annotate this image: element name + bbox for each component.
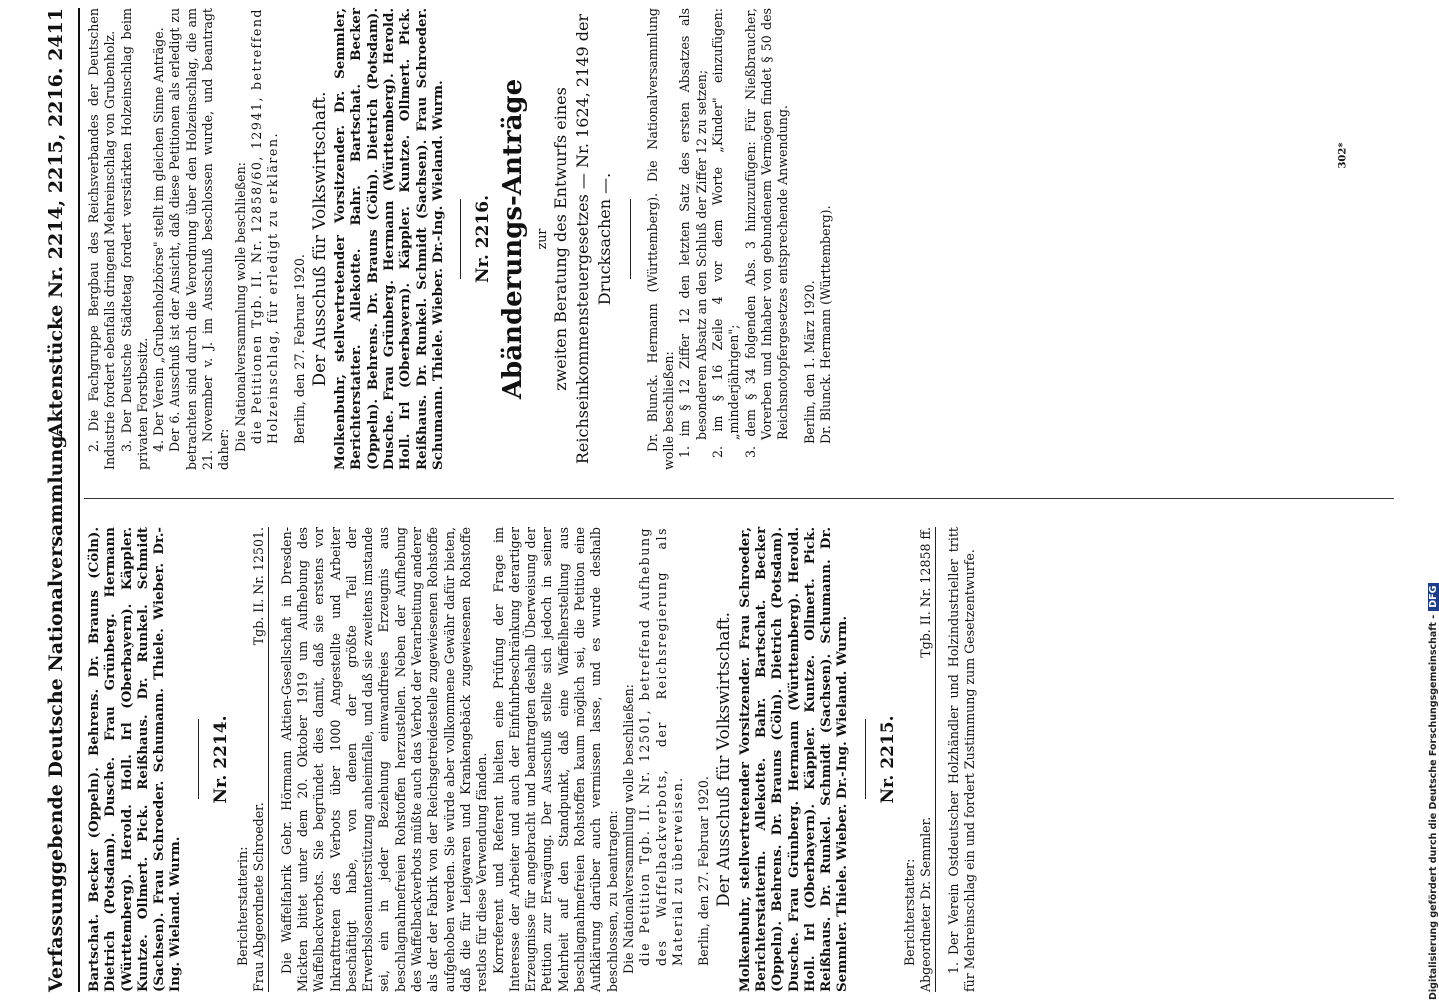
section-divider: [630, 199, 631, 279]
column-separator: [84, 498, 1394, 499]
rapporteur-label: Berichterstatterin:: [235, 846, 251, 966]
committee-members: Molkenbuhr, stellvertretender Vorsitzender. Frau Schroeder, Berichterstatterin. Allekotte. Bahr. Bartschat. Becker (Oppeln). Behrens. Dr. Brauns (Cöln). Dietrich (Potsdam). Dusche. Frau Grünberg. Hermann (Württemberg). Herold. Holl. Irl (Oberbayern). Käppler. Kuntze. Ollmert. Pick. Reißhaus. Dr. Runkel. Schmidt (Sachsen). Schumann. Dr. Semmler. Thiele. Wieber. Dr.-Ing. Wieland. Wurm.: [736, 527, 851, 992]
header-rule: [78, 8, 80, 992]
section-divider: [865, 720, 866, 800]
section-divider: [460, 199, 461, 279]
header-title: Verfassunggebende Deutsche Nationalversammlung.: [45, 428, 67, 992]
document-number-2216: Nr. 2216.: [473, 195, 494, 284]
committee-deliberation: Korreferent und Referent hielten eine Prüfung der Frage im Interesse der Arbeiter und auch der Einfuhrbeschränkung derartiger Erzeugnisse für angebracht und beantragten deshalb Überweisung der Petition zur Erwägung. Der Ausschuß stellte sich jedoch in seiner Mehrheit auf den Standpunkt, daß eine Waffelherstellung aus beschlagnahmefreien Rohstoffen kaum möglich sei, die Petition eine Aufklärung darüber auch vermissen lasse, und es wurde deshalb beschlossen, zu beantragen:: [490, 527, 620, 992]
rapporteur-line-2215: [918, 527, 935, 992]
petition-item-3: 3. Der Deutsche Städtetag fordert verstärkten Holzeinschlag beim privaten Forstbesitz.: [118, 8, 150, 470]
page-mark: 302*: [1337, 142, 1349, 169]
rapporteur-name-2215: Abgeordneter Dr. Semmler.: [918, 816, 934, 992]
resolution-intro: Die Nationalversammlung wolle beschließen:: [620, 684, 636, 974]
left-column: [86, 527, 1396, 992]
rapporteur-reference-2215: Tgb. II. Nr. 12858 ff.: [918, 527, 934, 658]
date-line-2216: Berlin, den 1. März 1920.: [801, 280, 817, 444]
committee-heading-2215: Der Ausschuß für Volkswirtschaft.: [309, 91, 330, 387]
digitization-note: [1428, 0, 1439, 1000]
committee-members-2215: Molkenbuhr, stellvertretender Vorsitzender. Dr. Semmler, Berichterstatter. Allekotte. Bahr. Bartschat. Becker (Oppeln). Behrens. Dr. Brauns (Cöln). Dietrich (Potsdam). Dusche. Frau Grünberg. Hermann (Württemberg). Herold. Holl. Irl (Oberbayern). Käppler. Kuntze. Ollmert. Pick. Reißhaus. Dr. Runkel. Schmidt (Sachsen). Frau Schroeder. Schumann. Thiele. Wieber. Dr.-Ing. Wieland. Wurm.: [332, 8, 446, 470]
resolution-intro-2215: Die Nationalversammlung wolle beschließen:: [232, 162, 248, 452]
resolution-motion-2215: die Petitionen Tgb. II. Nr. 12858/60, 12941, betreffend Holzeinschlag, für erledigt zu erklären.: [248, 8, 281, 444]
page-header: [45, 8, 74, 992]
dfg-logo: DFG: [1428, 583, 1439, 611]
right-column: [86, 8, 1396, 470]
date-line: Berlin, den 27. Februar 1920.: [696, 776, 712, 966]
rapporteur-label-2215: Berichterstatter:: [902, 858, 918, 966]
signatories: Dr. Blunck. Hermann (Württemberg).: [817, 205, 833, 444]
rapporteur-name: Frau Abgeordnete Schroeder.: [251, 802, 267, 992]
title-connector: zur: [533, 228, 549, 250]
committee-opinion: Der 6. Ausschuß ist der Ansicht, daß diese Petitionen als erledigt zu betrachten sind durch die Verordnung über den Holzeinschlag, die am 21. November v. J. im Ausschuß beschlossen wurde, und beantragt daher:: [167, 8, 232, 470]
document-number-2214: Nr. 2214.: [210, 715, 231, 804]
section-divider: [198, 720, 199, 800]
header-document-numbers: Aktenstücke Nr. 2214, 2215, 2216. 2411: [45, 8, 67, 438]
document-number-2215: Nr. 2215.: [877, 715, 898, 804]
amendment-item-2: 2. im § 16 Zeile 4 vor dem Worte „Kinder" einzufügen: „minderjährigen";: [710, 8, 742, 458]
digitization-text: Digitalisierung gefördert durch die Deutsche Forschungsgemeinschaft -: [1428, 614, 1439, 1000]
committee-members-continued: Bartschat. Becker (Oppeln). Behrens. Dr. Brauns (Cöln). Dietrich (Potsdam). Dusche. Frau Grünberg. Hermann (Württemberg). Herold. Holl. Irl (Oberbayern). Käppler. Kuntze. Ollmert. Pick. Reißhaus. Dr. Runkel. Schmidt (Sachsen). Frau Schroeder. Schumann. Thiele. Wieber. Dr.-Ing. Wieland. Wurm.: [86, 527, 184, 992]
rapporteur-line: [251, 527, 268, 992]
petition-item-4: 4. Der Verein „Grubenholzbörse" stellt im gleichen Sinne Anträge.: [151, 27, 167, 452]
amendments-title: Abänderungs-Anträge: [497, 78, 528, 400]
date-line-2215: Berlin, den 27. Februar 1920.: [291, 254, 307, 444]
rapporteur-reference: Tgb. II. Nr. 12501.: [251, 527, 267, 646]
committee-heading: Der Ausschuß für Volkswirtschaft.: [714, 611, 735, 908]
petition-item-2: 2. Die Fachgruppe Bergbau des Reichsverbandes der Deutschen Industrie fordert ebenfalls dringend Mehreinschlag von Grubenholz.: [86, 8, 118, 470]
resolution-motion: die Petition Tgb. II. Nr. 12501, betreffend Aufhebung des Waffelbackverbots, der Reichsregierung als Material zu überweisen.: [637, 527, 685, 966]
motion-intro: Dr. Blunck. Hermann (Württemberg). Die Nationalversammlung wolle beschließen:: [644, 8, 677, 470]
bill-title: zweiten Beratung des Entwurfs eines Reichseinkommensteuergesetzes — Nr. 1624, 2149 der Drucksachen —.: [550, 13, 614, 465]
petition-text-2215: 1. Der Verein Ostdeutscher Holzhändler und Holzindustrieller tritt für Mehreinschlag ein und fordert Zustimmung zum Gesetzentwurfe.: [945, 527, 977, 992]
amendment-item-3: 3. dem § 34 folgenden Abs. 3 hinzuzufügen: Für Nießbraucher, Vorerben und Inhaber von gebundenem Vermögen findet § 50 des Reichsnotopfergesetzes entsprechende Anwendung.: [742, 8, 791, 458]
amendment-item-1: 1. im § 12 Ziffer 12 den letzten Satz des ersten Absatzes als besonderen Absatz an den Schluß der Ziffer 12 zu setzen;: [677, 8, 709, 458]
petition-text: Die Waffelfabrik Gebr. Hörmann Aktien-Gesellschaft in Dresden-Mickten bittet unter dem 20. Oktober 1919 um Aufhebung des Waffelbackverbots. Sie begründet dies damit, daß sie erstens vor Inkrafttreten des Verbots über 1000 Angestellte und Arbeiter beschäftigt habe, von denen der größte Teil der Erwerbslosenunterstützung anheimfalle, und daß sie zweitens imstande sei, ein in jeder Beziehung einwandfreies Erzeugnis aus beschlagnahmefreien Rohstoffen herzustellen. Neben der Aufhebung des Waffelbackverbots müßte auch das Verbot der Verarbeitung anderer als der der Fabrik von der Reichsgetreidestelle zugewiesenen Rohstoffe aufgehoben werden. Sie würde aber vollkommene Gewähr dafür bieten, daß die für Leigwaren und Krankengebäck zugewiesenen Rohstoffe restlos für diese Verwendung fänden.: [278, 527, 490, 992]
